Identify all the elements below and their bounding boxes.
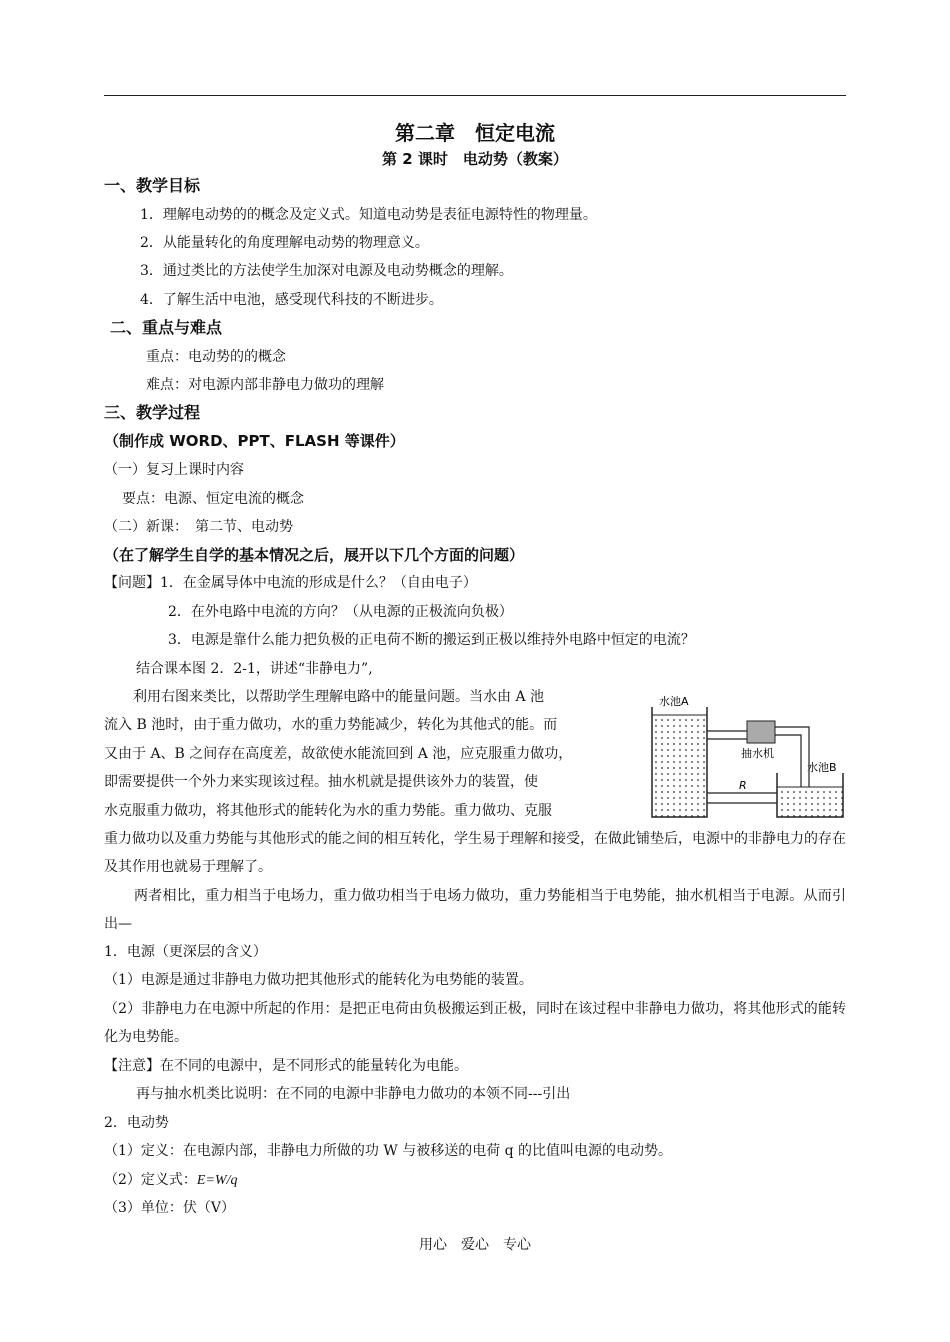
- pump-label: 抽水机: [741, 747, 774, 760]
- objective-item: 1．理解电动势的的概念及定义式。知道电动势是表征电源特性的物理量。: [140, 207, 597, 223]
- self-study-note: （在了解学生自学的基本情况之后，展开以下几个方面的问题）: [104, 546, 525, 564]
- difficulty-point: 难点：对电源内部非静电力做功的理解: [146, 377, 384, 393]
- combine-text: 结合课本图 2．2-1，讲述“非静电力”,: [136, 661, 373, 677]
- emf-formula-label: （2）定义式：: [104, 1172, 197, 1188]
- analogy-line: 利用右图来类比，以帮助学生理解电路中的能量问题。当水由 A 池: [133, 689, 545, 705]
- point-1-title: 1．电源（更深层的含义）: [104, 944, 267, 960]
- analogy-line: 即需要提供一个外力来实现该过程。抽水机就是提供该外力的装置，使: [104, 774, 538, 790]
- question-1: 【问题】1．在金属导体中电流的形成是什么？（自由电子）: [104, 575, 477, 591]
- lesson-subtitle: 第 2 课时 电动势（教案）: [382, 150, 568, 168]
- objective-item: 3．通过类比的方法使学生加深对电源及电动势概念的理解。: [140, 263, 513, 279]
- section-2-heading: 二、重点与难点: [110, 318, 223, 337]
- section-1-heading: 一、教学目标: [104, 176, 201, 195]
- review-points: 要点：电源、恒定电流的概念: [122, 491, 304, 507]
- pool-a-label: 水池A: [659, 695, 689, 708]
- key-point: 重点：电动势的的概念: [146, 349, 286, 365]
- analogy-2: 再与抽水机类比说明：在不同的电源中非静电力做功的本领不同---引出: [136, 1086, 571, 1102]
- point-2-title: 2．电动势: [104, 1115, 169, 1131]
- page-footer: 用心 爱心 专心: [419, 1237, 531, 1253]
- analogy-line: 水克服重力做功，将其他形式的能转化为水的重力势能。重力做功、克服: [104, 803, 552, 819]
- question-2: 2．在外电路中电流的方向？（从电源的正极流向负极）: [168, 604, 513, 620]
- analogy-line: 又由于 A、B 之间存在高度差，故欲使水能流回到 A 池，应克服重力做功，: [104, 746, 573, 762]
- attention-note: 【注意】在不同的电源中，是不同形式的能量转化为电能。: [104, 1058, 468, 1074]
- point-1a: （1）电源是通过非静电力做功把其他形式的能转化为电势能的装置。: [104, 972, 533, 988]
- point-1b: （2）非静电力在电源中所起的作用：是把正电荷由负极搬运到正极，同时在该过程中非静电力做功，将其他形式的能转化为电势能。: [104, 1001, 846, 1045]
- objective-item: 2．从能量转化的角度理解电动势的物理意义。: [140, 235, 429, 251]
- analogy-line: 流入 B 池时，由于重力做功，水的重力势能减少，转化为其他式的能。而: [104, 717, 558, 733]
- analogy-conclusion: 重力做功以及重力势能与其他形式的能之间的相互转化，学生易于理解和接受，在做此铺垫后，电源中的非静电力的存在及其作用也就易于理解了。: [104, 831, 846, 875]
- emf-definition: （1）定义：在电源内部，非静电力所做的功 W 与被移送的电荷 q 的比值叫电源的电动势。: [104, 1143, 673, 1159]
- pool-b-label: 水池B: [807, 761, 837, 774]
- water-pump-diagram: [647, 693, 847, 821]
- pipe-r-label: R: [739, 779, 747, 792]
- question-3: 3．电源是靠什么能力把负极的正电荷不断的搬运到正极以维持外电路中恒定的电流？: [168, 632, 695, 648]
- emf-formula: E=W/q: [196, 1173, 238, 1188]
- new-lesson-heading: （二）新课： 第二节、电动势: [104, 519, 293, 535]
- emf-formula-line: [104, 1170, 237, 1191]
- courseware-note: （制作成 WORD、PPT、FLASH 等课件）: [104, 432, 405, 450]
- emf-unit: （3）单位：伏（V）: [104, 1200, 236, 1216]
- header-rule: [104, 95, 846, 96]
- objective-item: 4．了解生活中电池，感受现代科技的不断进步。: [140, 292, 443, 308]
- comparison-paragraph: 两者相比，重力相当于电场力，重力做功相当于电场力做功，重力势能相当于电势能，抽水机相当于电源。从而引出—: [104, 888, 846, 932]
- review-heading: （一）复习上课时内容: [104, 462, 244, 478]
- chapter-title: 第二章 恒定电流: [395, 121, 555, 145]
- section-3-heading: 三、教学过程: [104, 403, 201, 422]
